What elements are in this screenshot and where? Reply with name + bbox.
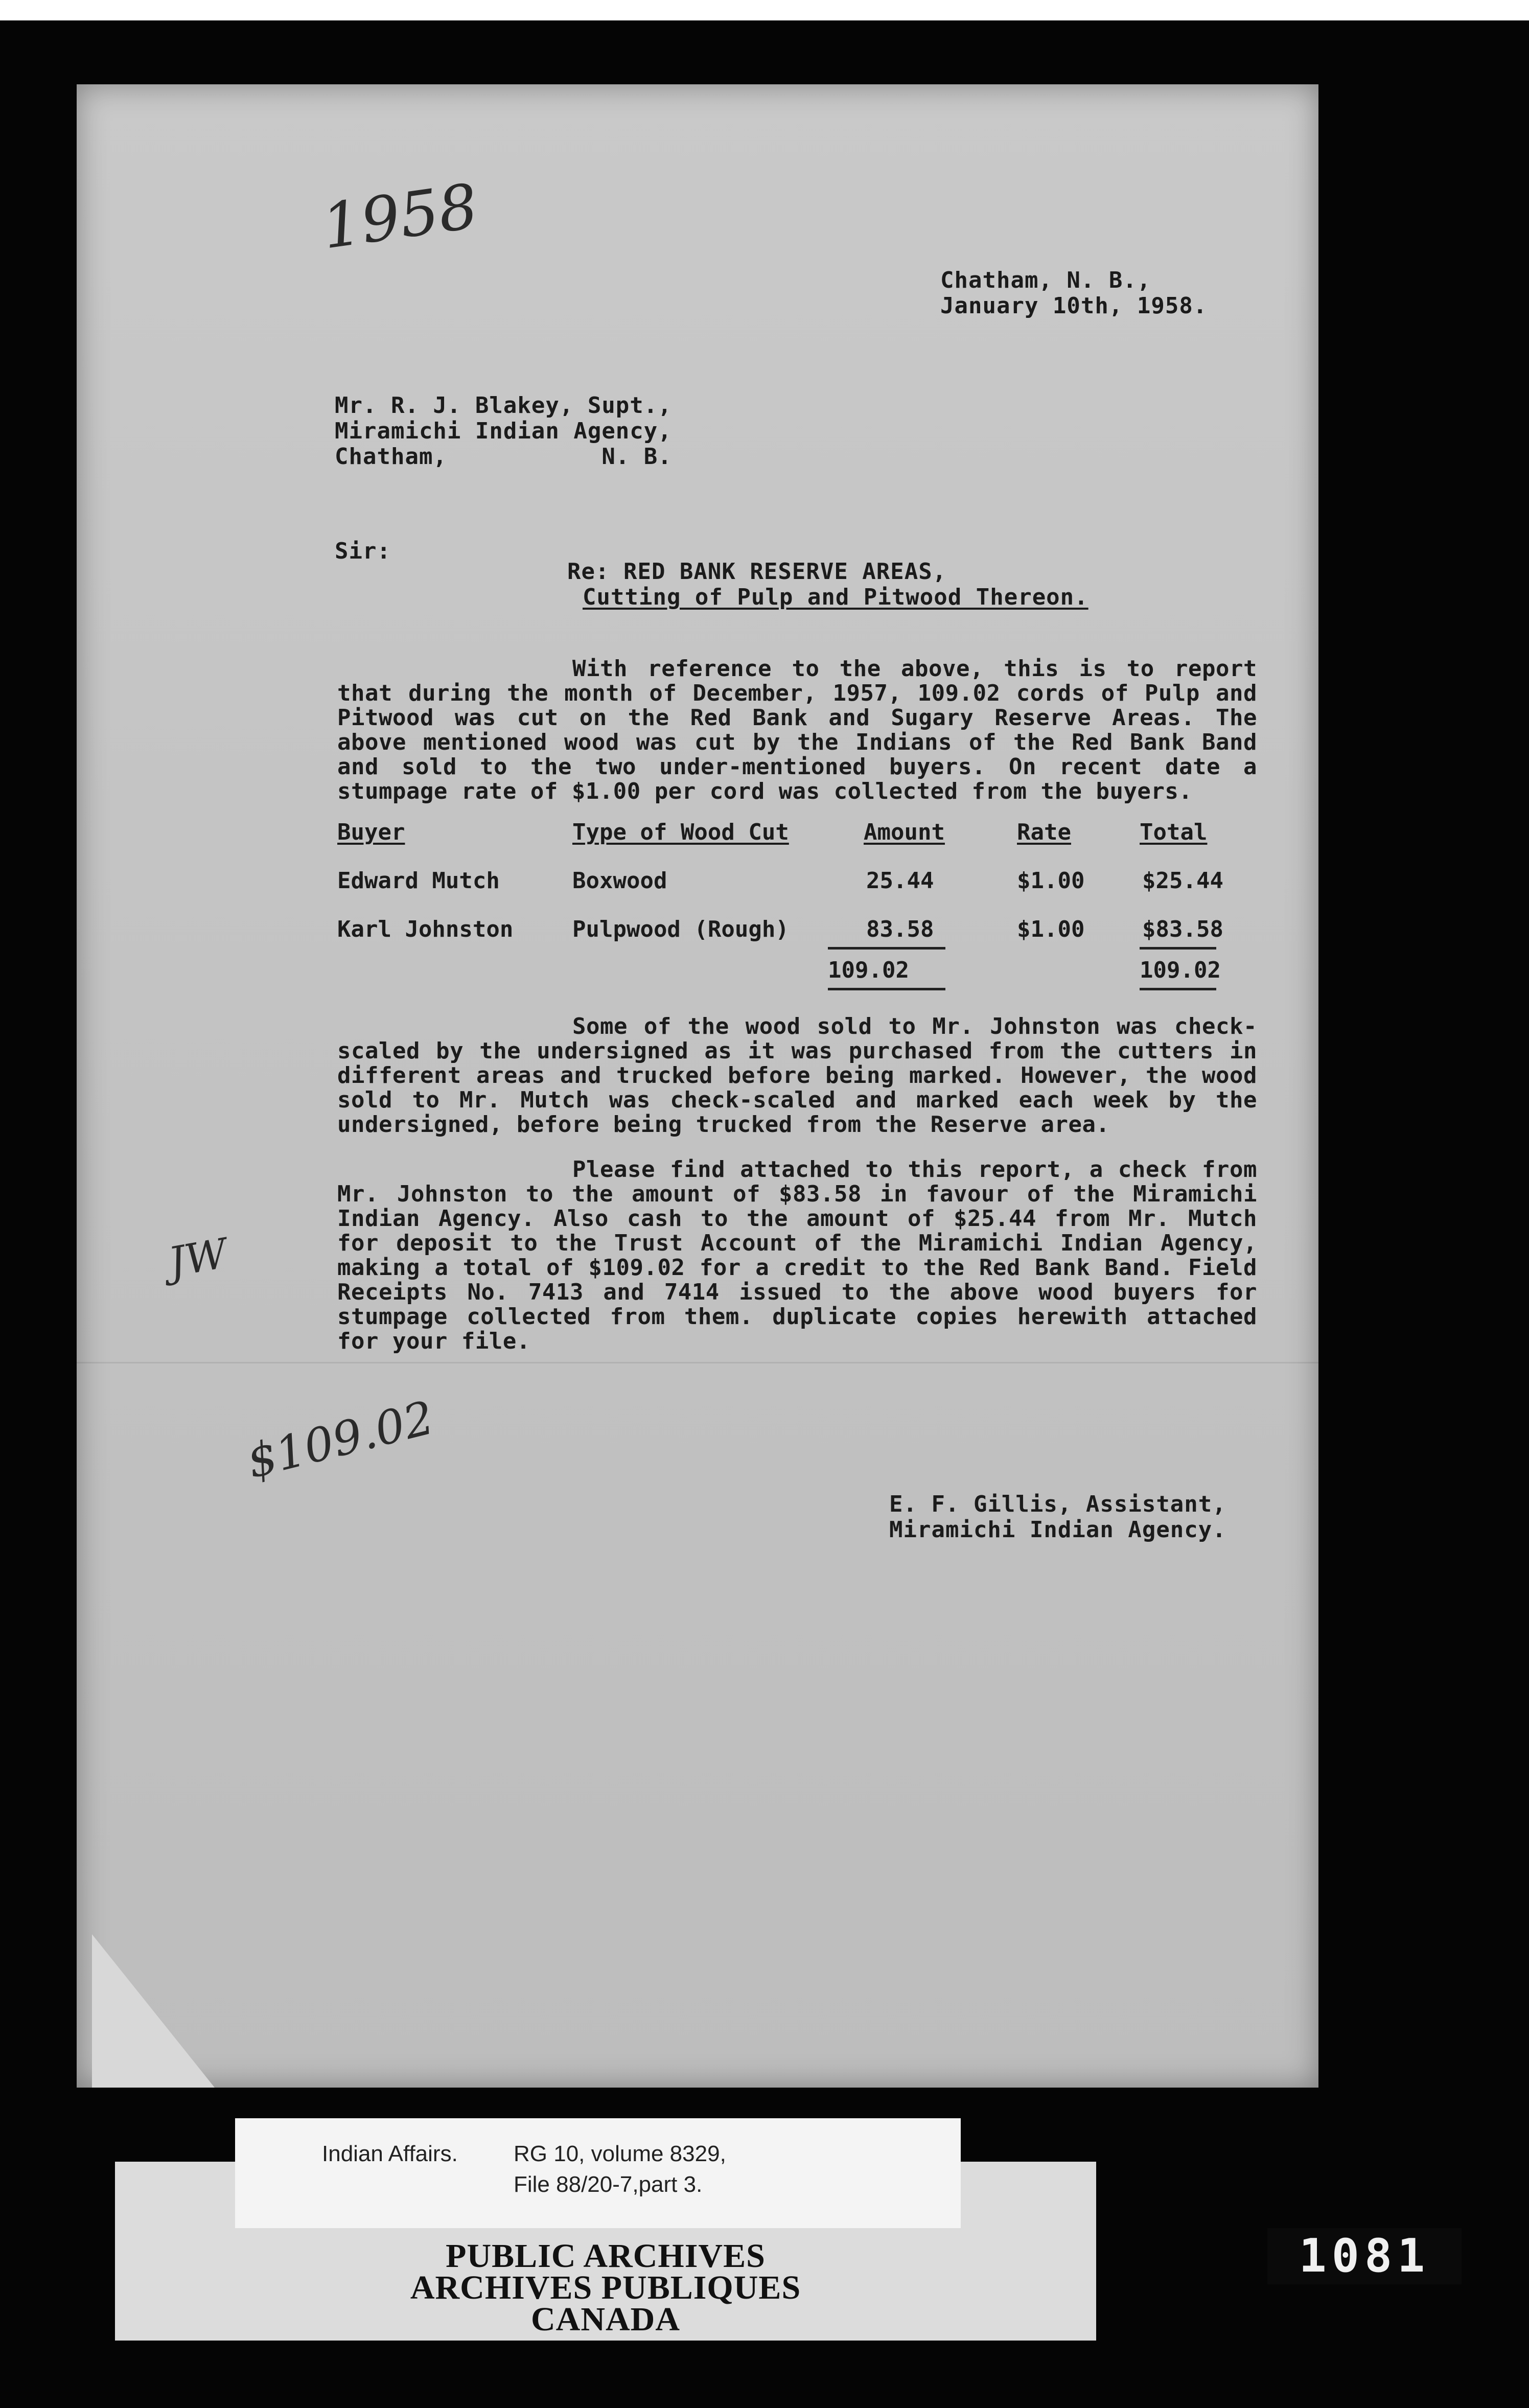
paragraph-1: With reference to the above, this is to report that during the month of December, 1957, 109.02 cords of Pulp and Pitwood was cut on the Red Bank and Sugary Reserve Areas. The above mentioned wood was cut by the Indians of the Red Bank Band and sold to the two under-mentioned buyers. On recent date a stumpage rate of $1.00 per cord was collected from the buyers. (337, 656, 1257, 804)
header-rate: Rate (1017, 819, 1071, 845)
recipient-line-1: Mr. R. J. Blakey, Supt., (335, 392, 672, 419)
row2-amount: 83.58 (866, 916, 934, 942)
row1-amount: 25.44 (866, 868, 934, 894)
letter-place: Chatham, N. B., (940, 267, 1151, 293)
amount-total: 109.02 (828, 957, 909, 983)
row1-total: $25.44 (1142, 868, 1223, 894)
total-sum-rule (1140, 947, 1216, 950)
header-amount: Amount (864, 819, 945, 845)
label-reference-2: File 88/20-7,part 3. (514, 2172, 703, 2197)
recipient-line-2: Miramichi Indian Agency, (335, 418, 672, 444)
letter-date: January 10th, 1958. (940, 293, 1208, 319)
dog-eared-corner (92, 1934, 215, 2088)
row1-buyer: Edward Mutch (337, 868, 500, 894)
salutation: Sir: (335, 538, 391, 564)
row2-buyer: Karl Johnston (337, 916, 514, 942)
archive-reference-label (235, 2118, 961, 2228)
signature-line-2: Miramichi Indian Agency. (889, 1517, 1226, 1543)
paragraph-2: Some of the wood sold to Mr. Johnston was check-scaled by the undersigned as it was purchased from the cutters in different areas and trucked before being marked. However, the wood sold to Mr. Mutch was check-scaled and marked each week by the undersigned, before being trucked from the Reserve area. (337, 1013, 1257, 1138)
row1-rate: $1.00 (1017, 868, 1085, 894)
stamp-line-3: CANADA (531, 2301, 680, 2338)
signature-line-1: E. F. Gillis, Assistant, (889, 1491, 1226, 1517)
frame-number: 1081 (1267, 2228, 1462, 2284)
row2-type: Pulpwood (Rough) (572, 916, 789, 942)
label-reference-1: RG 10, volume 8329, (514, 2141, 726, 2166)
re-line-2: Cutting of Pulp and Pitwood Thereon. (583, 584, 1088, 610)
stamp-line-1: PUBLIC ARCHIVES (446, 2237, 766, 2275)
stamp-line-2: ARCHIVES PUBLIQUES (410, 2269, 801, 2306)
paragraph-3: Please find attached to this report, a check from Mr. Johnston to the amount of $83.58 in favour of the Miramichi Indian Agency. Also cash to the amount of $25.44 from Mr. Mutch for deposit to the Trust Account of the Miramichi Indian Agency, making a total of $109.02 for a credit to the Red Bank Band. Field Receipts No. 7413 and 7414 issued to the above wood buyers for stumpage collected from them. duplicate copies herewith attached for your file. (337, 1156, 1257, 1354)
header-total: Total (1140, 819, 1208, 845)
handwritten-amount: $109.02 (241, 1391, 439, 1489)
label-department: Indian Affairs. (322, 2141, 458, 2166)
letter-page (77, 84, 1318, 2088)
row1-type: Boxwood (572, 868, 667, 894)
header-type: Type of Wood Cut (572, 819, 789, 845)
amount-sum-rule (828, 947, 945, 950)
amount-total-underline (828, 988, 945, 990)
handwritten-margin-initials: JW (165, 1229, 231, 1287)
grand-total-underline (1140, 988, 1216, 990)
row2-total: $83.58 (1142, 916, 1223, 942)
header-buyer: Buyer (337, 819, 405, 845)
recipient-line-3: Chatham, N. B. (335, 444, 672, 470)
top-border (0, 0, 1529, 20)
page-fold (77, 1362, 1318, 1363)
re-line-1: Re: RED BANK RESERVE AREAS, (567, 559, 947, 585)
handwritten-year: 1958 (317, 171, 482, 263)
grand-total: 109.02 (1140, 957, 1221, 983)
row2-rate: $1.00 (1017, 916, 1085, 942)
